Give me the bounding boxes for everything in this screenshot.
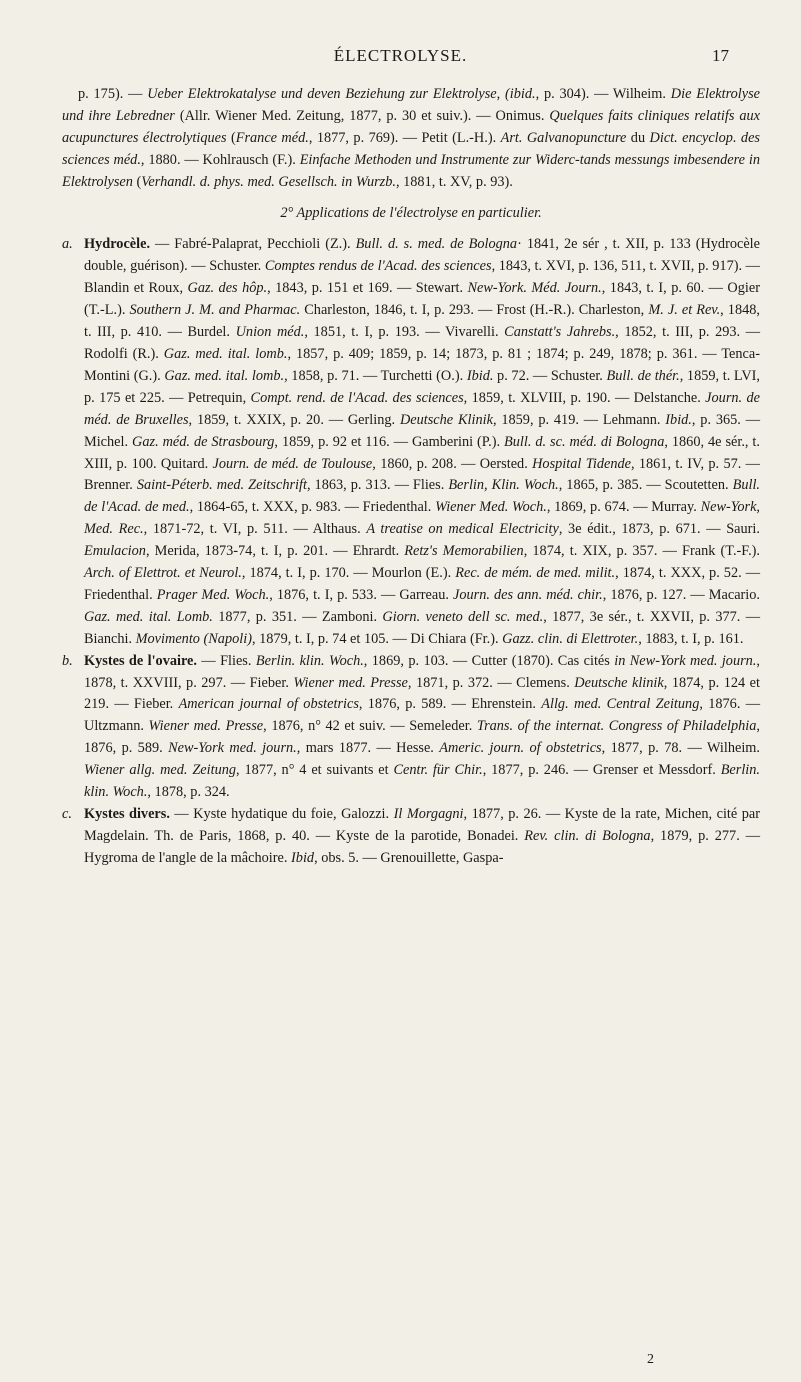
- entry-marker: a.: [62, 236, 73, 253]
- signature-mark: 2: [647, 1352, 654, 1367]
- entry-marker: c.: [62, 806, 72, 822]
- entry-heading: Kystes divers.: [84, 806, 170, 822]
- running-title: ÉLECTROLYSE.: [333, 46, 468, 65]
- page-number: 17: [712, 46, 729, 65]
- entry-hydrocele: a. Hydrocèle. — Fabré-Palaprat, Pecchioli (Z.). Bull. d. s. med. de Bologna· 1841, 2e sér , t. XII, p. 133 (Hydrocèle double, guérison). — Schuster. Comptes rendus de l'Acad. des sciences, 1843, t. XVI, p. 136, 511, t. XVII, p. 917). — Blandin et Roux, Gaz. des hôp., 1843, p. 151 et 169. — Stewart. New-York. Méd. Journ., 1843, t. I, p. 60. — Ogier (T.-L.). Southern J. M. and Pharmac. Charleston, 1846, t. I, p. 293. — Frost (H.-R.). Charleston, M. J. et Rev., 1848, t. III, p. 410. — Burdel. Union méd., 1851, t. I, p. 193. — Vivarelli. Canstatt's Jahrebs., 1852, t. III, p. 293. — Rodolfi (R.). Gaz. med. ital. lomb., 1857, p. 409; 1859, p. 14; 1873, p. 81 ; 1874; p. 249, 1878; p. 361. — Tenca-Montini (G.). Gaz. med. ital. lomb., 1858, p. 71. — Turchetti (O.). Ibid. p. 72. — Schuster. Bull. de thér., 1859, t. LVI, p. 175 et 225. — Petrequin, Compt. rend. de l'Acad. des sciences, 1859, t. XLVIII, p. 190. — Delstanche. Journ. de méd. de Bruxelles, 1859, t. XXIX, p. 20. — Gerling. Deutsche Klinik, 1859, p. 419. — Lehmann. Ibid., p. 365. — Michel. Gaz. méd. de Strasbourg, 1859, p. 92 et 116. — Gamberini (P.). Bull. d. sc. méd. di Bologna, 1860, 4e sér., t. XIII, p. 100. Quitard. Journ. de méd. de Toulouse, 1860, p. 208. — Oersted. Hospital Tidende, 1861, t. IV, p. 57. — Brenner. Saint-Péterb. med. Zeitschrift, 1863, p. 313. — Flies. Berlin, Klin. Woch., 1865, p. 385. — Scoutetten. Bull. de l'Acad. de med., 1864-65, t. XXX, p. 983. — Friedenthal. Wiener Med. Woch., 1869, p. 674. — Murray. New-York, Med. Rec., 1871-72, t. VI, p. 511. — Althaus. A treatise on medical Electricity, 3e édit., 1873, p. 671. — Sauri. Emulacion, Merida, 1873-74, t. I, p. 201. — Ehrardt. Retz's Memorabilien, 1874, t. XIX, p. 357. — Frank (T.-F.). Arch. of Elettrot. et Neurol., 1874, t. I, p. 170. — Mourlon (E.). Rec. de mém. de med. milit., 1874, t. XXX, p. 52. — Friedenthal. Prager Med. Woch., 1876, t. I, p. 533. — Garreau. Journ. des ann. méd. chir., 1876, p. 127. — Macario. Gaz. med. ital. Lomb. 1877, p. 351. — Zamboni. Giorn. veneto dell sc. med., 1877, 3e sér., t. XXVII, p. 377. — Bianchi. Movimento (Napoli), 1879, t. I, p. 74 et 105. — Di Chiara (Fr.). Gazz. clin. di Elettroter., 1883, t. I, p. 161.: [62, 236, 761, 647]
- section-heading: 2° Applications de l'électrolyse en particulier.: [280, 204, 542, 221]
- entry-kystes-ovaire: b. Kystes de l'ovaire. — Flies. Berlin. klin. Woch., 1869, p. 103. — Cutter (1870). Cas cités in New-York med. journ., 1878, t. XXVIII, p. 297. — Fieber. Wiener med. Presse, 1871, p. 372. — Clemens. Deutsche klinik, 1874, p. 124 et 219. — Fieber. American journal of obstetrics, 1876, p. 589. — Ehrenstein. Allg. med. Central Zeitung, 1876. — Ultzmann. Wiener med. Presse, 1876, n° 42 et suiv. — Semeleder. Trans. of the internat. Congress of Philadelphia, 1876, p. 589. New-York med. journ., mars 1877. — Hesse. Americ. journ. of obstetrics, 1877, p. 78. — Wilheim. Wiener allg. med. Zeitung, 1877, n° 4 et suivants et Centr. für Chir., 1877, p. 246. — Grenser et Messdorf. Berlin. klin. Woch., 1878, p. 324.: [62, 652, 760, 801]
- entry-kystes-divers: c. Kystes divers. — Kyste hydatique du foie, Galozzi. Il Morgagni, 1877, p. 26. — Kyste de la rate, Michen, cité par Magdelain. Th. de Paris, 1868, p. 40. — Kyste de la parotide, Bonadei. Rev. clin. di Bologna, 1879, p. 277. — Hygroma de l'angle de la mâchoire. Ibid, obs. 5. — Grenouillette, Gaspa-: [62, 806, 760, 866]
- intro-paragraph: p. 175). — Ueber Elektrokatalyse und deven Beziehung zur Elektrolyse, (ibid., p. 304). — Wilheim. Die Elektrolyse und ihre Lebredner (Allr. Wiener Med. Zeitung, 1877, p. 30 et suiv.). — Onimus. Quelques faits cliniques relatifs aux acupunctures électrolytiques (France méd., 1877, p. 769). — Petit (L.-H.). Art. Galvanopuncture du Dict. encyclop. des sciences méd., 1880. — Kohlrausch (F.). Einfache Methoden und Instrumente zur Widerc-tands messungs imbesendere in Elektrolysen (Verhandl. d. phys. med. Gesellsch. in Wurzb., 1881, t. XV, p. 93).: [62, 86, 761, 190]
- entry-heading: Kystes de l'ovaire.: [84, 652, 197, 669]
- entry-marker: b.: [62, 652, 73, 669]
- entry-heading: Hydrocèle.: [84, 236, 151, 253]
- running-header: [0, 46, 801, 70]
- page-body: [62, 84, 760, 870]
